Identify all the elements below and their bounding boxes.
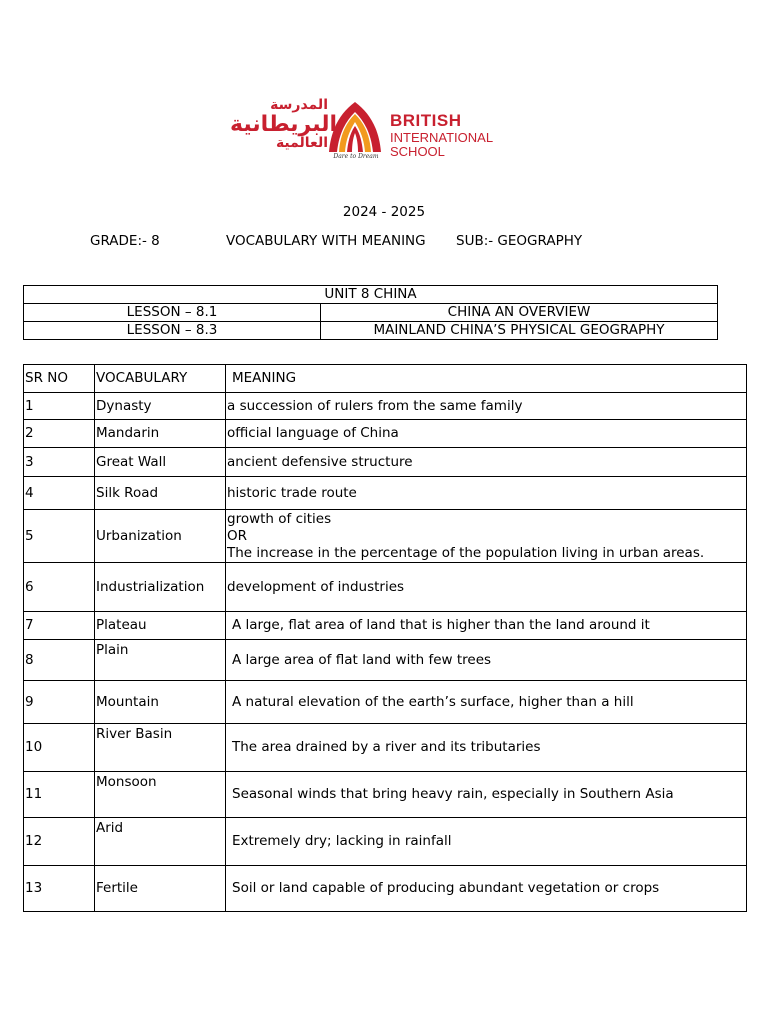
lesson-number: LESSON – 8.3 (24, 322, 321, 340)
subject-label: SUB:- GEOGRAPHY (456, 233, 583, 249)
logo-arabic-line3: العالمية (275, 134, 328, 151)
logo-arabic-line1: المدرسة (270, 97, 328, 113)
lesson-name: MAINLAND CHINA’S PHYSICAL GEOGRAPHY (321, 322, 718, 340)
row-sr: 9 (24, 681, 95, 724)
row-word: Urbanization (95, 510, 226, 563)
table-row (24, 563, 747, 612)
row-word: Monsoon (95, 772, 226, 818)
table-row (24, 510, 747, 563)
row-word: Plateau (95, 612, 226, 640)
logo-tagline: Dare to Dream (333, 153, 379, 160)
logo-arabic-name (230, 97, 338, 151)
lesson-name: CHINA AN OVERVIEW (321, 304, 718, 322)
row-meaning (226, 510, 747, 563)
row-meaning: historic trade route (226, 477, 747, 510)
unit-title-row (24, 286, 718, 304)
row-meaning: Soil or land capable of producing abundant vegetation or crops (226, 866, 747, 912)
table-row (24, 640, 747, 681)
document-title: VOCABULARY WITH MEANING (226, 233, 426, 249)
table-row (24, 477, 747, 510)
row-word: Silk Road (95, 477, 226, 510)
row-sr: 8 (24, 640, 95, 681)
row-sr: 4 (24, 477, 95, 510)
table-row (24, 393, 747, 420)
row-meaning: A large, flat area of land that is higher than the land around it (226, 612, 747, 640)
meaning-line: growth of cities (227, 510, 332, 527)
row-sr: 11 (24, 772, 95, 818)
table-row (24, 818, 747, 866)
row-sr: 5 (24, 510, 95, 563)
row-sr: 3 (24, 448, 95, 477)
vocabulary-table (23, 364, 747, 912)
row-meaning: official language of China (226, 420, 747, 448)
unit-title: UNIT 8 CHINA (24, 286, 718, 304)
header-meaning: MEANING (226, 365, 747, 393)
row-word: Great Wall (95, 448, 226, 477)
row-meaning: A natural elevation of the earth’s surface, higher than a hill (226, 681, 747, 724)
table-row (24, 772, 747, 818)
meaning-line: OR (227, 527, 248, 544)
unit-table (23, 285, 718, 340)
meaning-line: The increase in the percentage of the population living in urban areas. (227, 544, 705, 561)
grade-label: GRADE:- 8 (90, 233, 160, 249)
header-vocabulary: VOCABULARY (95, 365, 226, 393)
row-sr: 1 (24, 393, 95, 420)
table-header-row (24, 365, 747, 393)
table-row (24, 866, 747, 912)
row-meaning: A large area of flat land with few trees (226, 640, 747, 681)
row-sr: 2 (24, 420, 95, 448)
academic-year: 2024 - 2025 (342, 204, 426, 220)
row-word: Mountain (95, 681, 226, 724)
school-logo (230, 97, 494, 170)
row-sr: 13 (24, 866, 95, 912)
row-sr: 6 (24, 563, 95, 612)
lesson-number: LESSON – 8.1 (24, 304, 321, 322)
row-word: Fertile (95, 866, 226, 912)
table-row (24, 681, 747, 724)
logo-english-line2: INTERNATIONAL (390, 129, 494, 145)
table-row (24, 724, 747, 772)
row-meaning: The area drained by a river and its tributaries (226, 724, 747, 772)
row-meaning: ancient defensive structure (226, 448, 747, 477)
logo-arabic-line2: البريطانية (230, 111, 338, 137)
row-word: Dynasty (95, 393, 226, 420)
table-row (24, 612, 747, 640)
row-word: River Basin (95, 724, 226, 772)
table-row (24, 448, 747, 477)
header-sr-no: SR NO (24, 365, 95, 393)
row-word: Plain (95, 640, 226, 681)
row-word: Arid (95, 818, 226, 866)
row-word: Industrialization (95, 563, 226, 612)
logo-english-line3: SCHOOL (390, 143, 445, 159)
table-row (24, 420, 747, 448)
row-meaning: development of industries (226, 563, 747, 612)
row-sr: 12 (24, 818, 95, 866)
row-meaning: a succession of rulers from the same family (226, 393, 747, 420)
logo-english-name (390, 112, 493, 159)
logo-english-line1: BRITISH (390, 111, 462, 130)
lesson-row (24, 322, 718, 340)
row-sr: 10 (24, 724, 95, 772)
row-word: Mandarin (95, 420, 226, 448)
row-meaning: Extremely dry; lacking in rainfall (226, 818, 747, 866)
row-meaning: Seasonal winds that bring heavy rain, especially in Southern Asia (226, 772, 747, 818)
lesson-row (24, 304, 718, 322)
row-sr: 7 (24, 612, 95, 640)
